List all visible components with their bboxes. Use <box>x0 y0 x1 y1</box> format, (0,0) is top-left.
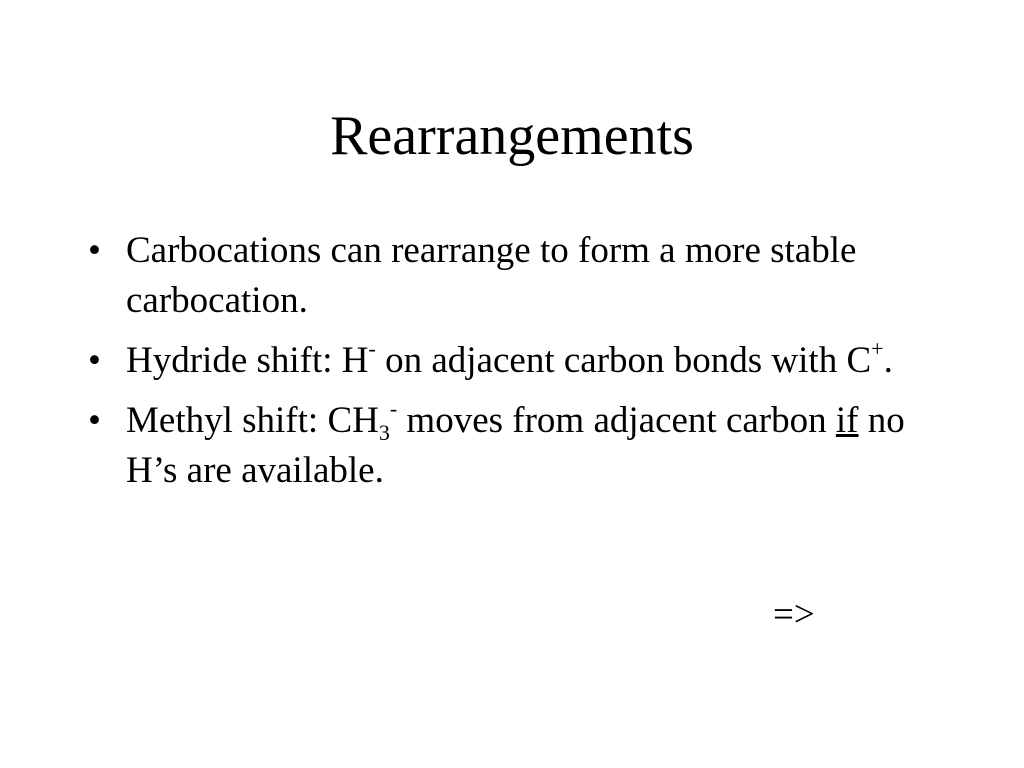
bullet-item-carbocations <box>88 226 938 326</box>
next-slide-link[interactable]: => <box>773 594 815 635</box>
superscript-charge: + <box>871 336 884 361</box>
bullet-icon: • <box>88 400 101 441</box>
bullet-text: Carbocations can rearrange to form a more stable carbocation. <box>126 230 857 321</box>
bullet-text-part: . <box>883 340 893 381</box>
bullet-icon: • <box>88 340 101 381</box>
underlined-word: if <box>835 400 859 441</box>
superscript-charge: - <box>389 396 398 421</box>
bullet-item-methyl-shift <box>88 396 938 496</box>
bullet-text-part: Hydride shift: H <box>126 340 369 381</box>
slide-title: Rearrangements <box>330 105 694 167</box>
bullet-list <box>88 226 938 506</box>
bullet-text-part: no H’s are available. <box>126 400 905 491</box>
bullet-text-part: Methyl shift: CH <box>126 400 379 441</box>
bullet-item-hydride-shift <box>88 336 938 386</box>
subscript-number: 3 <box>378 420 390 445</box>
bullet-text-part: moves from adjacent carbon <box>397 400 836 441</box>
bullet-icon: • <box>88 230 101 271</box>
bullet-text-part: on adjacent carbon bonds with C <box>375 340 872 381</box>
superscript-charge: - <box>368 336 376 361</box>
